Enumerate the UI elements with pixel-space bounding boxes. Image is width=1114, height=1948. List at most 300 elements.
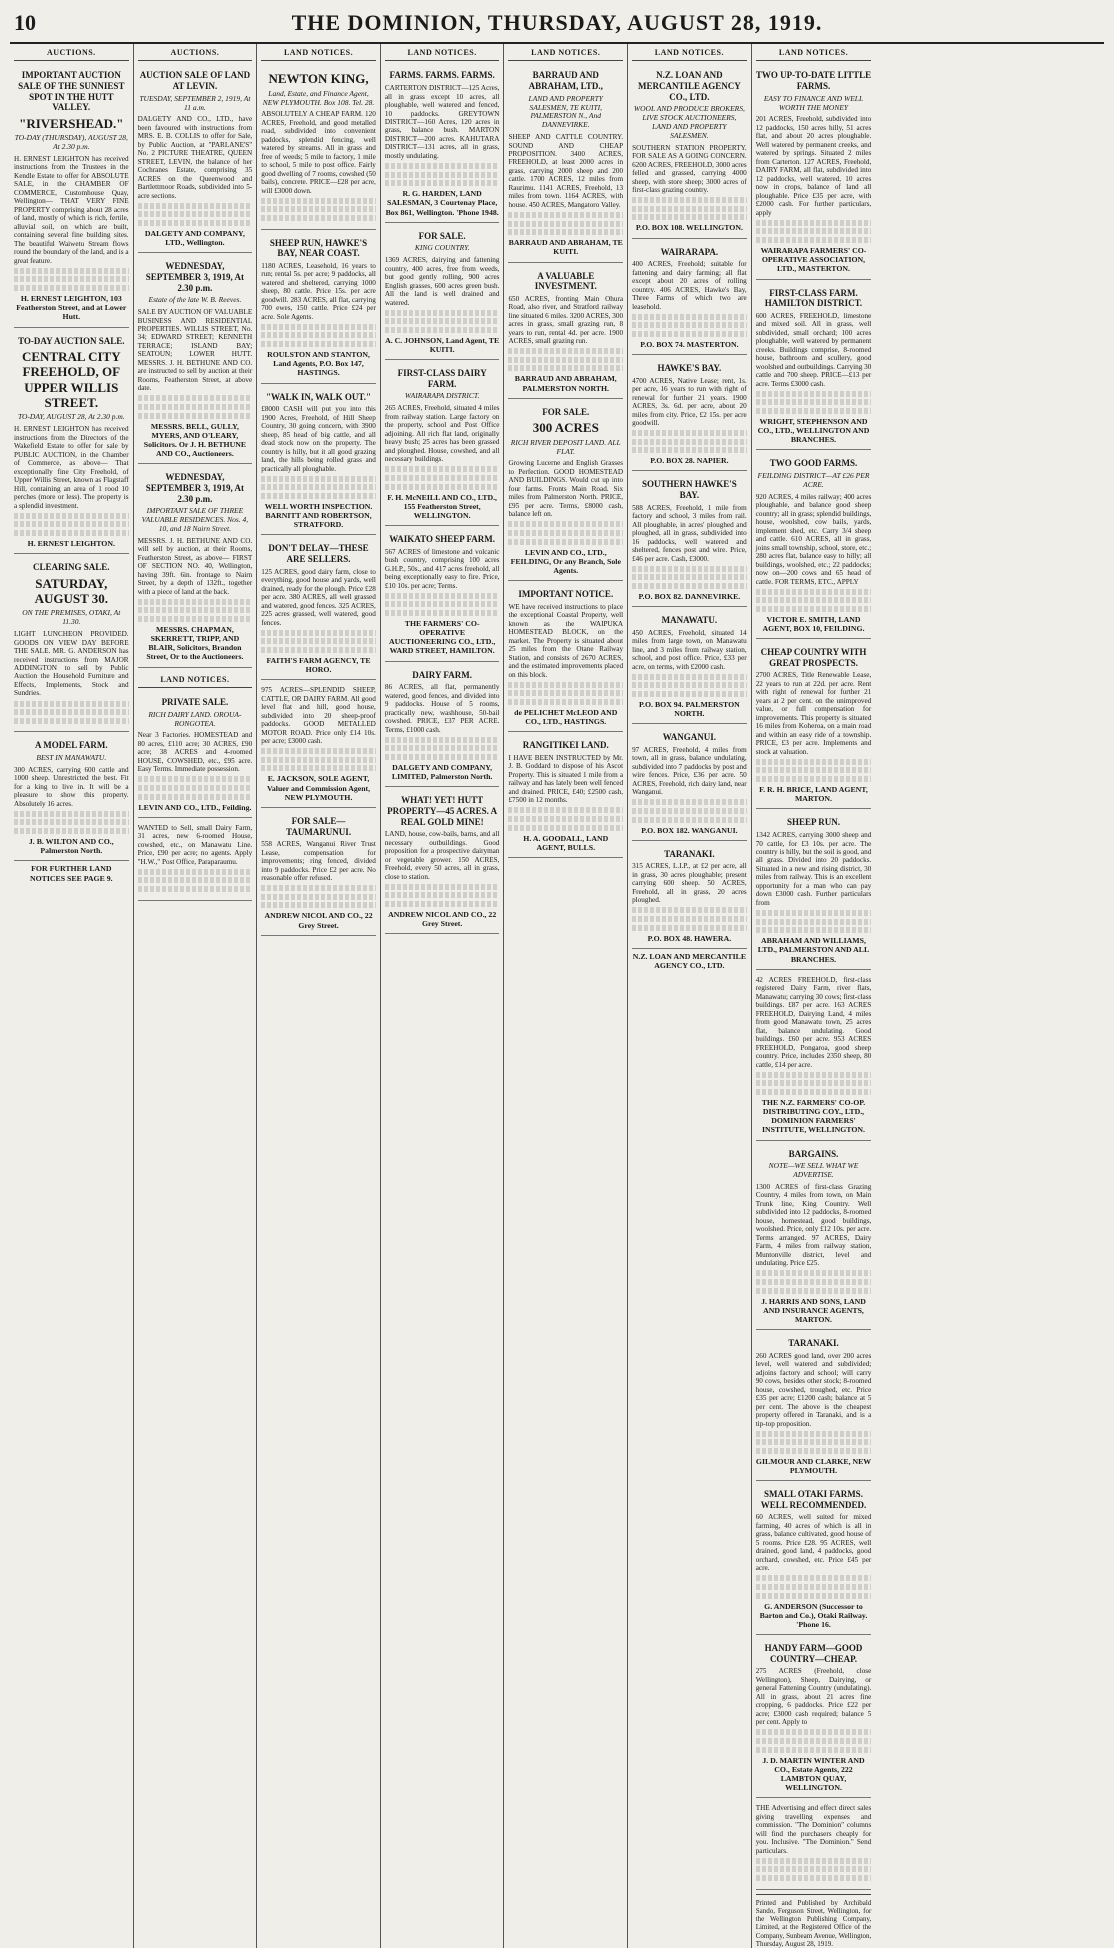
text-line-filler	[14, 718, 129, 724]
ad-body: SHEEP AND CATTLE COUNTRY. SOUND AND CHEAP PROPOSITION. 3400 ACRES, FREEHOLD, at least 2000 acres in grass, carrying 2000 sheep and 200 cattle. 1700 ACRES, 12 miles from Raurimu. 1141 ACRES, Freehold, 13 miles from town. 1164 ACRES, with house. 450 ACRES, Mangatoro Valley.	[508, 133, 624, 209]
ad-title: SHEEP RUN.	[786, 817, 840, 828]
ad-body: DALGETY AND CO., LTD., have been favoured with instructions from MRS. E. B. COLLIS to offer for Sale, by Public Auction, at "PARLANE'S" No. 2 PICTURE THEATRE, QUEEN STREET, LEVIN, the balance of her Cochranes Estate, comprising 35 ACRES on the Queenwood and Bartlettmoor Roads, subdivided into 5-acre sections.	[137, 115, 253, 200]
page-column	[134, 44, 258, 1948]
text-line-filler	[632, 817, 747, 823]
text-line-filler	[756, 767, 872, 773]
text-line-filler	[261, 215, 376, 221]
ad-signature: P.O. BOX 48. HAWERA.	[647, 933, 732, 943]
ad-signature: H. ERNEST LEIGHTON, 103 Featherston Street, and at Lower Hutt.	[16, 293, 127, 322]
printer-imprint: Printed and Published by Archibald Sando, Ferguson Street, Wellington, for the Wellington Publishing Company, Limited, at the Registered Office of the Company, Sunbeam Avenue, Wellington, Thursday, August 28, 1919.	[756, 1894, 872, 1948]
text-line-filler	[632, 925, 747, 931]
ad-body: THE Advertising and effect direct sales giving travelling expenses and commission. "The Dominion" columns will find the purchasers cheaply for you. Inclusive. "The Dominion." Send particulars.	[755, 1804, 872, 1855]
ad-subtitle: EASY TO FINANCE AND WELL WORTH THE MONEY	[763, 93, 864, 112]
text-line-filler	[508, 357, 623, 363]
ad-title: SHEEP RUN, HAWKE'S BAY, NEAR COAST.	[269, 237, 368, 259]
text-line-filler	[756, 910, 872, 916]
text-line-filler	[756, 1584, 872, 1590]
ad-body: MESSRS. J. H. BETHUNE AND CO. will sell by auction, at their Rooms, Featherston Street, as above— FIRST OF SECTION NO. 40, Wellington, having 39ft. 6in. frontage to Nairn Street, by a depth of 132ft., together with a piece of land at the back.	[137, 536, 253, 596]
text-line-filler	[261, 894, 376, 900]
ad-signature: P.O. BOX 94. PALMERSTON NORTH.	[638, 699, 740, 719]
ad-body: 300 ACRES, carrying 600 cattle and 1000 sheep. Unrestricted the best. Fit for a king to live in. It will be a pleasure to show this property. Absolutely 16 acres.	[14, 765, 129, 808]
text-line-filler	[385, 310, 500, 316]
ad-subtitle: WOOL AND PRODUCE BROKERS, LIVE STOCK AUCTIONEERS, LAND AND PROPERTY SALESMEN.	[633, 104, 745, 140]
text-line-filler	[508, 539, 623, 545]
text-line-filler	[756, 1089, 872, 1095]
ad-signature: A. C. JOHNSON, Land Agent, TE KUITI.	[385, 335, 500, 355]
text-line-filler	[14, 811, 129, 817]
text-line-filler	[508, 530, 623, 536]
text-line-filler	[261, 324, 376, 330]
advertisement	[756, 1801, 872, 1889]
ad-body: 42 ACRES FREEHOLD, first-class registered Dairy Farm, river flats, Manawatu; carrying 30 cows; first-class buildings. £87 per acre. 163 ACRES FREEHOLD, Dairying Land, 4 miles from good Manawatu town, 25 acres flat, balance undulating. Good buildings. £60 per acre. 953 ACRES FREEHOLD, Pongaroa, good sheep country. Price, includes 2350 sheep, 80 cattle, £14 per acre.	[755, 975, 872, 1069]
ad-body: SOUTHERN STATION PROPERTY. FOR SALE AS A GOING CONCERN. 6200 ACRES, FREEHOLD, 3000 acres felled and grassed, carrying 4000 sheep, with store sheep; 3000 acres of first-class grazing country.	[632, 143, 747, 195]
ad-title: IMPORTANT NOTICE.	[518, 589, 614, 600]
text-line-filler	[385, 466, 500, 472]
advertisement	[385, 665, 500, 788]
ad-signature: LEVIN AND CO., LTD., FEILDING, Or any Branch, Sole Agents.	[510, 547, 621, 575]
ad-title: A MODEL FARM.	[35, 740, 108, 751]
text-line-filler	[756, 597, 872, 603]
ad-body: 4700 ACRES, Native Lease; rent, 1s. per acre, 16 years to run with right of renewal for further 21 years. 1900 ACRES, 3s. 6d. per acre, about 20 miles from city. Price, £2 15s. per acre goodwill.	[632, 376, 747, 428]
advertisement	[756, 65, 872, 279]
page-column	[10, 44, 134, 1948]
ad-title: DON'T DELAY—THESE ARE SELLERS.	[268, 543, 369, 565]
ad-body: LAND, house, cow-bails, barns, and all necessary outbuildings. Good proposition for a prospective dairyman or vegetable grower. 150 ACRES, Freehold, every 50 acres, all in grass, close to station.	[384, 830, 500, 881]
ad-signature: ROULSTON AND STANTON, Land Agents, P.O. Box 147, HASTINGS.	[267, 350, 370, 378]
ad-body: 2700 ACRES, Title Renewable Lease, 22 years to run at 22d. per acre. Rent with right of renewal for further 21 years at 2 per cent. on the unimproved value, or full compensation for improvements. This property is situated 16 miles from Koheroa, on a main road and within an easy ride of a township. PRICE, £3 per acre. Implements and stock at valuation.	[755, 671, 872, 756]
advertisement	[385, 226, 500, 361]
advertisement	[756, 973, 872, 1141]
ad-title: DAIRY FARM.	[412, 669, 472, 680]
ad-signature: P.O. BOX 182. WANGANUI.	[641, 825, 738, 835]
ad-subtitle: LAND AND PROPERTY SALESMEN, TE KUITI, PALMERSTON N., And DANNEVIRKE.	[528, 93, 603, 130]
text-line-filler	[261, 902, 376, 908]
ad-signature: BARRAUD AND ABRAHAM, PALMERSTON NORTH.	[514, 374, 617, 393]
ad-subtitle: Estate of the late W. B. Reeves.	[148, 295, 242, 305]
ad-title: WEDNESDAY, SEPTEMBER 3, 1919, At 2.30 p.m.	[145, 472, 245, 504]
text-line-filler	[261, 748, 376, 754]
text-line-filler	[756, 759, 872, 765]
ad-body: 60 ACRES, well suited for mixed farming, 40 acres of which is all in grass, balance cultivated, good house of 5 rooms. Price £28. 95 ACRES, well drained, good land, 4 paddocks, good orchard, cowshed, etc. Price £45 per acre.	[755, 1513, 872, 1573]
text-line-filler	[756, 919, 872, 925]
advertisement	[385, 790, 500, 934]
ad-signature: ANDREW NICOL AND CO., 22 Grey Street.	[388, 909, 497, 928]
text-line-filler	[261, 493, 376, 499]
text-line-filler	[632, 214, 747, 220]
ad-subtitle: Land, Estate, and Finance Agent, NEW PLYMOUTH. Box 108. Tel. 28.	[262, 88, 375, 107]
text-line-filler	[261, 476, 376, 482]
advertisement	[14, 65, 129, 327]
ad-signature: MESSRS. BELL, GULLY, MYERS, AND O'LEARY, Solicitors. Or J. H. BETHUNE AND CO., Auctioneers.	[143, 421, 247, 459]
advertisement	[261, 65, 376, 229]
text-line-filler	[756, 606, 872, 612]
advertisement	[508, 735, 623, 858]
advertisement	[632, 65, 747, 238]
text-line-filler	[138, 785, 253, 791]
ad-title: N.Z. LOAN AND MERCANTILE AGENCY CO., LTD.	[638, 70, 741, 102]
ad-body: 201 ACRES, Freehold, subdivided into 12 paddocks, 150 acres hilly, 51 acres flat, and about 20 acres ploughable. Well watered by permanent creeks, and watered by springs. Situated 2 miles from Carterton. 127 ACRES, Freehold, DAIRY FARM, all flat, subdivided into 12 paddocks, well watered, 10 acres now in crops, balance of land all ploughable. Price £35 per acre, with £2000 cash. For further particulars, apply	[755, 115, 872, 217]
text-line-filler	[508, 807, 623, 813]
text-line-filler	[14, 268, 129, 274]
advertisement	[756, 812, 872, 969]
advertisement	[756, 283, 872, 451]
text-line-filler	[632, 206, 747, 212]
ad-title: FARMS. FARMS. FARMS.	[389, 70, 495, 81]
text-line-filler	[756, 1858, 872, 1864]
ad-signature: FAITH'S FARM AGENCY, TE HORO.	[266, 655, 371, 675]
ad-headline: SATURDAY, AUGUST 30.	[34, 575, 109, 607]
ad-body: £8000 CASH will put you into this 1900 Acres, Freehold, of Hill Sheep Country, 30 going concern, with 3900 sheep, 85 head of big cattle, and all dead stock now on the property. The country is hilly, but it all good grazing land, the hills being rolled grass and practically all ploughable.	[261, 405, 376, 473]
text-line-filler	[138, 877, 253, 883]
ad-signature: J. HARRIS AND SONS, LAND AND INSURANCE AGENTS, MARTON.	[761, 1296, 866, 1324]
ad-signature: E. JACKSON, SOLE AGENT, Valuer and Commission Agent, NEW PLYMOUTH.	[266, 774, 371, 802]
text-line-filler	[138, 599, 253, 605]
text-line-filler	[632, 322, 747, 328]
advertisement	[261, 683, 376, 808]
text-line-filler	[385, 163, 500, 169]
ad-title: TARANAKI.	[664, 848, 715, 859]
text-line-filler	[632, 430, 747, 436]
ad-body: 260 ACRES good land, over 200 acres level, well watered and subdivided; adjoins factory and school; will carry 90 cows, besides other stock; 8-roomed house, cowshed, troughed, etc. Price £35 per acre; £1200 cash; balance at 5 per cent. The above is the cheapest property offered in Taranaki, and is a tip-top proposition.	[755, 1351, 872, 1428]
ad-signature: ANDREW NICOL AND CO., 22 Grey Street.	[264, 911, 373, 930]
text-line-filler	[508, 348, 623, 354]
ad-subtitle: IMPORTANT SALE OF THREE VALUABLE RESIDENCES. Nos. 4, 10, and 18 Nairn Street.	[141, 506, 249, 533]
advertisement	[138, 467, 253, 667]
ad-headline: "RIVERSHEAD."	[19, 115, 124, 131]
text-line-filler	[385, 610, 500, 616]
page-column	[257, 44, 381, 1948]
ad-body: CARTERTON DISTRICT—125 Acres, all in grass except 10 acres, all ploughable, well watered and fenced, 10 paddocks. GREYTOWN DISTRICT—160 Acres, 120 acres in grass, balance bush. MARTON DISTRICT—200 acres. KAHUTARA DISTRICT—131 acres, all in grass, mostly undulating.	[384, 84, 500, 160]
ad-signature: THE N.Z. FARMERS' CO-OP. DISTRIBUTING COY., LTD., DOMINION FARMERS' INSTITUTE, WELLINGTON.	[761, 1097, 866, 1135]
ad-title: SOUTHERN HAWKE'S BAY.	[641, 479, 737, 501]
advertisement	[508, 65, 623, 262]
text-line-filler	[385, 754, 500, 760]
ad-title: CLEARING SALE.	[33, 562, 110, 573]
advertisement	[756, 642, 872, 809]
text-line-filler	[385, 327, 500, 333]
text-line-filler	[138, 220, 253, 226]
ad-title: FIRST-CLASS DAIRY FARM.	[397, 368, 487, 389]
ad-body: 275 ACRES (Freehold, close Wellington), Sheep, Dairying, or general Fattening Country (undulating). All in grass, about 21 acres fine cropping, 6 paddocks. Price £22 per acre; £3000 cash required; balance 5 per cent. Apply to	[755, 1667, 872, 1727]
ad-subtitle: RICH DAIRY LAND. OROUA-RONGOTEA.	[148, 709, 242, 728]
column-heading: AUCTIONS.	[14, 44, 129, 61]
advertisement	[138, 821, 253, 901]
newspaper-title: THE DOMINION, THURSDAY, AUGUST 28, 1919.	[291, 10, 823, 35]
text-line-filler	[385, 484, 500, 490]
text-line-filler	[14, 828, 129, 834]
ad-title: AUCTION SALE OF LAND AT LEVIN.	[139, 70, 251, 92]
ad-body: 450 ACRES, Freehold, situated 14 miles from large town, on Manawatu line, and 3 miles from railway station, school, and post office. Price, £33 per acre, on terms, with £2000 cash.	[632, 628, 747, 671]
text-line-filler	[261, 647, 376, 653]
ad-subtitle: ON THE PREMISES, OTAKI, At 11.30.	[22, 608, 121, 627]
advertisement	[756, 1333, 872, 1481]
advertisement	[385, 529, 500, 662]
ad-signature: F. H. McNEILL AND CO., LTD., 155 Featherston Street, WELLINGTON.	[387, 492, 497, 520]
ad-signature: P.O. BOX 74. MASTERTON.	[640, 339, 739, 349]
advertisement	[385, 363, 500, 526]
ad-signature: LEVIN AND CO., LTD., Feilding.	[138, 802, 252, 812]
ad-body: 588 ACRES, Freehold, 1 mile from factory and school, 3 miles from rail. All ploughable, in acres' ploughed and ploughed, all in grass, subdivided into 16 paddocks, well watered and sheltered, fences post and wire. Price, £46 per acre. Cash, £3000.	[632, 503, 747, 563]
text-line-filler	[138, 413, 253, 419]
text-line-filler	[138, 203, 253, 209]
text-line-filler	[385, 884, 500, 890]
text-line-filler	[756, 1575, 872, 1581]
advertisement	[508, 402, 623, 581]
text-line-filler	[138, 886, 253, 892]
advertisement	[508, 266, 623, 399]
ad-body: 1180 ACRES, Leasehold, 16 years to run; rental 5s. per acre; 9 paddocks, all watered and sheltered, carrying 1000 sheep, 80 cattle. Price 15s. per acre goodwill. 283 ACRES, all flat, carrying 700 ewes, 150 cattle. Price £24 per acre. Sole Agents.	[261, 261, 376, 321]
column-heading: LAND NOTICES.	[508, 44, 623, 61]
ad-body: 600 ACRES, FREEHOLD, limestone and mixed soil. All in grass, well subdivided, small orchard; 100 acres ploughable, well watered by permanent creeks. Buildings comprise, 8-roomed house, bathroom and scullery, good woolshed and outbuildings. Carrying 30 cattle and 700 sheep. PRICE—£13 per acre. Terms £3000 cash.	[755, 311, 872, 388]
ad-title: HAWKE'S BAY.	[657, 363, 722, 373]
text-line-filler	[632, 691, 747, 697]
text-line-filler	[14, 513, 129, 519]
text-line-filler	[385, 475, 500, 481]
text-line-filler	[756, 1080, 872, 1086]
advertisement	[385, 65, 500, 222]
text-line-filler	[508, 229, 623, 235]
text-line-filler	[138, 395, 253, 401]
advertisement	[632, 242, 747, 355]
text-line-filler	[508, 816, 623, 822]
advertisement	[756, 1484, 872, 1635]
text-line-filler	[756, 1747, 872, 1753]
advertisement	[261, 387, 376, 536]
text-line-filler	[632, 566, 747, 572]
column-heading: AUCTIONS.	[138, 44, 253, 61]
ad-subtitle: RICH RIVER DEPOSIT LAND. ALL FLAT.	[510, 437, 621, 456]
advertisement	[632, 474, 747, 607]
columns-container	[10, 44, 1104, 1948]
advertisement	[632, 727, 747, 840]
advertisement	[14, 557, 129, 732]
ad-subtitle: TO-DAY, AUGUST 28, At 2.30 p.m.	[17, 412, 125, 422]
advertisement	[632, 610, 747, 724]
ad-signature: P.O. BOX 82. DANNEVIRKE.	[638, 591, 741, 601]
ad-body: 975 ACRES—SPLENDID SHEEP, CATTLE, OR DAIRY FARM. All good level flat and hill, good house, subdivided into 20 sheep-proof paddocks. GOOD METALLED MOTOR ROAD. Price only £14 10s. per acre; £3000 cash.	[261, 686, 376, 746]
ad-body: 920 ACRES, 4 miles railway; 400 acres ploughable, and balance good sheep country; all in grass; splendid buildings, house, woolshed, cow bails, yards, implement shed, etc. Carry 3/4 sheep and cattle. 610 ACRES, all in grass, joins small township, school, store, etc.; 280 acres flat, balance easy to hilly; all buildings, woolshed, etc.; 22 paddocks; now on—200 cows and 65 head of cattle. FOR TERMS, ETC., APPLY	[755, 492, 872, 586]
ad-body: SALE BY AUCTION OF VALUABLE BUSINESS AND RESIDENTIAL PROPERTIES. WILLIS STREET, No. 34; EDWARD STREET; KENNETH TERRACE; ISLAND BAY; SEATOUN; LOWER HUTT. MESSRS. J. H. BETHUNE AND CO. are instructed to sell by auction at their Rooms, Featherston Street, at above date.	[137, 308, 253, 393]
ad-body: LIGHT LUNCHEON PROVIDED. GOODS ON VIEW DAY BEFORE THE SALE. MR. G. ANDERSON has received instructions from MAJOR ADDINGTON to sell by Public Auction the Household Furniture and Effects, Implements, Stock and Sundries.	[14, 630, 129, 698]
text-line-filler	[632, 916, 747, 922]
text-line-filler	[756, 1448, 872, 1454]
ad-body: 558 ACRES, Wanganui River Trust Lease, compensation for improvements; ring fenced, divided into 9 paddocks. Price £2 per acre. No reasonable offer refused.	[261, 840, 376, 883]
text-line-filler	[508, 699, 623, 705]
text-line-filler	[756, 1593, 872, 1599]
advertisement	[508, 584, 623, 732]
ad-title: CHEAP COUNTRY WITH GREAT PROSPECTS.	[760, 647, 867, 668]
advertisement	[14, 331, 129, 555]
ad-title: MANAWATU.	[661, 615, 718, 626]
ad-subtitle: FEILDING DISTRICT—AT £26 PER ACRE.	[757, 471, 870, 489]
ad-title: BARRAUD AND ABRAHAM, LTD.,	[528, 70, 603, 92]
page-column	[628, 44, 752, 1948]
text-line-filler	[508, 690, 623, 696]
ad-body: 125 ACRES, good dairy farm, close to everything, good house and yards, well drained, ready for the plough. Price £28 per acre. 380 ACRES, all well grassed and watered, good fences. 325 ACRES, 225 acres grassed, well watered, good fences.	[261, 567, 376, 627]
ad-title: IMPORTANT AUCTION SALE OF THE SUNNIEST SPOT IN THE HUTT VALLEY.	[18, 70, 125, 113]
ad-body: 315 ACRES, L.I.P., at £2 per acre, all in grass, 30 acres ploughable; present carrying 600 sheep. 50 ACRES, Freehold, all in grass, 20 acres ploughed.	[632, 862, 747, 905]
text-line-filler	[756, 391, 872, 397]
text-line-filler	[508, 212, 623, 218]
ad-body: WANTED to Sell, small Dairy Farm, 31 acres, new 6-roomed House, cowshed, etc., on Manawatu Line. Price, £90 per acre; no agents. Apply "H.W.," Post Office, Paraparaumu.	[137, 823, 253, 866]
text-line-filler	[632, 447, 747, 453]
ad-signature: P.O. BOX 28. NAPIER.	[650, 456, 729, 466]
text-line-filler	[261, 332, 376, 338]
text-line-filler	[261, 198, 376, 204]
text-line-filler	[138, 869, 253, 875]
text-line-filler	[756, 408, 872, 414]
ad-body: Growing Lucerne and English Grasses to Perfection. GOOD HOMESTEAD AND BUILDINGS. Would cut up into four farms. Fronts Main Road. Six miles from Palmerston North. PRICE, £95 per acre. Terms, £8000 cash, balance left on.	[508, 459, 624, 519]
ad-title: HANDY FARM—GOOD COUNTRY—CHEAP.	[764, 1643, 863, 1664]
text-line-filler	[632, 799, 747, 805]
text-line-filler	[632, 583, 747, 589]
ad-title: WANGANUI.	[662, 732, 717, 743]
ad-body: 265 ACRES, Freehold, situated 4 miles from railway station. Large factory on the property, school and Post Office adjoining. All rich flat land, originally heavy bush; 25 acres has been grassed and ploughed. House, cowshed, and all necessary buildings.	[384, 404, 500, 464]
ad-title: WAIRARAPA.	[660, 246, 719, 257]
ad-subtitle: TO-DAY (THURSDAY), AUGUST 28, At 2.30 p.m.	[14, 133, 128, 152]
advertisement	[756, 1638, 872, 1798]
ad-title: FIRST-CLASS FARM. HAMILTON DISTRICT.	[764, 287, 863, 309]
ad-title: FOR SALE.	[542, 406, 590, 417]
ad-signature: G. ANDERSON (Successor to Barton and Co.), Otaki Railway. 'Phone 16.	[759, 1601, 868, 1629]
ad-title: RANGITIKEI LAND.	[522, 740, 609, 751]
text-line-filler	[508, 365, 623, 371]
text-line-filler	[508, 682, 623, 688]
text-line-filler	[14, 276, 129, 282]
text-line-filler	[385, 892, 500, 898]
ad-signature: J. B. WILTON AND CO., Palmerston North.	[28, 836, 114, 856]
ad-signature: DALGETY AND COMPANY, LIMITED, Palmerston North.	[391, 762, 493, 782]
ad-body: I HAVE BEEN INSTRUCTED by Mr. J. B. Goddard to dispose of his Ascot Property. This is situated 1 mile from a railway and has lately been well fenced and drained. PRICE, £40; £2500 cash, £7500 in 12 months.	[508, 753, 624, 805]
text-line-filler	[632, 439, 747, 445]
ad-body: 1369 ACRES, dairying and fattening country, 400 acres, free from weeds, but good gently rolling, 900 acres English grasses, 600 acres green bush. All the land is well drained and watered.	[384, 256, 500, 307]
ad-body: 1300 ACRES of first-class Grazing Country, 4 miles from town, on Main Trunk line, King Country. Well subdivided into 12 paddocks, 8-roomed house, homestead, good buildings, woolshed. Price, only £12 10s. per acre. Terms arranged. 97 ACRES, Dairy Farm, 4 miles from railway station, Muntonville district, level and undulating. Price £25.	[755, 1182, 872, 1268]
text-line-filler	[14, 530, 129, 536]
text-line-filler	[756, 220, 872, 226]
advertisement	[261, 233, 376, 384]
ad-signature: F. R. H. BRICE, LAND AGENT, MARTON.	[759, 785, 868, 804]
ad-signature: P.O. BOX 108. WELLINGTON.	[635, 223, 743, 233]
page-column	[504, 44, 628, 1948]
ad-title: FOR SALE—TAUMARUNUI.	[285, 815, 352, 837]
ad-title: TWO UP-TO-DATE LITTLE FARMS.	[755, 70, 872, 92]
text-line-filler	[756, 1288, 872, 1294]
ad-body: 400 ACRES, Freehold; suitable for fattening and dairy farming; all flat except about 20 acres of rolling country. 406 ACRES, Hawke's Bay, Three Farms of which two are leasehold.	[632, 260, 747, 311]
ad-signature: VICTOR E. SMITH, LAND AGENT, BOX 10, FEILDING.	[762, 614, 865, 634]
ad-signature: J. D. MARTIN WINTER AND CO., Estate Agents, 222 LAMBTON QUAY, WELLINGTON.	[762, 1755, 865, 1793]
column-heading: LAND NOTICES.	[756, 44, 872, 61]
advertisement	[632, 844, 747, 949]
ad-signature: ABRAHAM AND WILLIAMS, LTD., PALMERSTON AND ALL BRANCHES.	[757, 936, 870, 964]
ad-title: BARGAINS.	[788, 1148, 839, 1159]
text-line-filler	[508, 521, 623, 527]
text-line-filler	[632, 808, 747, 814]
text-line-filler	[261, 484, 376, 490]
advertisement	[138, 692, 253, 818]
text-line-filler	[138, 776, 253, 782]
ad-signature: de PELICHET McLEOD AND CO., LTD., HASTINGS.	[514, 707, 618, 727]
text-line-filler	[261, 206, 376, 212]
ad-subtitle: WAIRARAPA DISTRICT.	[404, 391, 480, 401]
text-line-filler	[632, 331, 747, 337]
text-line-filler	[261, 341, 376, 347]
text-line-filler	[261, 765, 376, 771]
ad-body: 1342 ACRES, carrying 3000 sheep and 70 cattle, for £3 10s. per acre. The country is hilly, but the soil is good, and all grass. Divided into 20 paddocks. Situated in a new and rising district, 30 miles from railway. This is an excellent opportunity for a man who can pay down £3000 cash. Further particulars from	[755, 831, 872, 907]
masthead	[10, 8, 1104, 44]
page-number: 10	[14, 10, 36, 35]
ad-body: 567 ACRES of limestone and volcanic bush country, comprising 100 acres G.H.P., 50s., and 417 acres freehold, all being exceptionally easy to fire. Price, £10 10s. per acre; Terms.	[384, 547, 500, 590]
page-column	[752, 44, 876, 1948]
ad-body: 86 ACRES, all flat, permanently watered, good fences, and divided into 9 paddocks. House of 5 rooms, practically new, washhouse, 50-bail cowshed. PRICE, £37 PER ACRE. Terms, £1000 cash.	[384, 683, 500, 734]
ad-subtitle: KING COUNTRY.	[414, 243, 470, 253]
ad-title: WHAT! YET! HUTT PROPERTY—45 ACRES. A REAL GOLD MINE!	[387, 795, 498, 827]
text-line-filler	[756, 1875, 872, 1881]
text-line-filler	[756, 776, 872, 782]
text-line-filler	[385, 172, 500, 178]
text-line-filler	[385, 593, 500, 599]
ad-body: 650 ACRES, fronting Main Ohura Road, also river, and Stratford railway line situated 6 miles. 3200 ACRES, 300 acres in grass, small grazing run, 8 years to run, rental 4d. per acre. 1900 ACRES, small grazing run.	[508, 294, 624, 346]
text-line-filler	[138, 211, 253, 217]
advertisement	[632, 358, 747, 471]
ad-title: PRIVATE SALE.	[161, 697, 229, 708]
ad-title: TO-DAY AUCTION SALE.	[18, 335, 125, 346]
advertisement	[756, 453, 872, 639]
ad-signature: H. A. GOODALL, LAND AGENT, BULLS.	[523, 833, 609, 852]
column-footer: N.Z. LOAN AND MERCANTILE AGENCY CO., LTD.	[632, 951, 747, 970]
ad-signature: BARRAUD AND ABRAHAM, TE KUITI.	[508, 238, 623, 257]
text-line-filler	[14, 521, 129, 527]
ad-body: Near 3 Factories. HOMESTEAD and 80 acres, £110 acre; 30 ACRES, £90 acre; 38 ACRES and 4-roomed HOUSE, COWSHED, etc., £95 acre. Easy Terms. Immediate possession.	[137, 731, 253, 774]
ad-body: ABSOLUTELY A CHEAP FARM. 120 ACRES, Freehold, and good metalled road, subdivided into convenient paddocks, splendid fencing, well watered by streams. All in grass and free of weeds; 5 mile to factory, 1 mile to school, 5 mile to post office. Fairly good dwelling of 7 rooms, cowshed (50 bails), concrete. PRICE—£28 per acre, will £3000 down.	[261, 110, 376, 195]
text-line-filler	[756, 1279, 872, 1285]
advertisement	[138, 65, 253, 253]
ad-title: WAIKATO SHEEP FARM.	[389, 534, 496, 545]
text-line-filler	[385, 318, 500, 324]
text-line-filler	[14, 701, 129, 707]
text-line-filler	[756, 589, 872, 595]
text-line-filler	[756, 927, 872, 933]
page-column	[381, 44, 505, 1948]
text-line-filler	[632, 907, 747, 913]
text-line-filler	[632, 314, 747, 320]
text-line-filler	[385, 180, 500, 186]
ad-signature: H. ERNEST LEIGHTON.	[27, 538, 115, 548]
advertisement	[756, 1144, 872, 1330]
column-heading: LAND NOTICES.	[632, 44, 747, 61]
advertisement	[138, 256, 253, 464]
text-line-filler	[756, 1072, 872, 1078]
ad-signature: MESSRS. CHAPMAN, SKERRETT, TRIPP, AND BLAIR, Solicitors, Brandon Street, Or to the Auctioneers.	[146, 624, 244, 662]
text-line-filler	[385, 901, 500, 907]
advertisement	[261, 538, 376, 680]
ad-signature: R. G. HARDEN, LAND SALESMAN, 3 Courtenay Place, Box 861, Wellington. 'Phone 1948.	[385, 189, 499, 217]
text-line-filler	[508, 825, 623, 831]
text-line-filler	[385, 601, 500, 607]
ad-body: 97 ACRES, Freehold, 4 miles from town, all in grass, balance undulating, subdivided into 7 paddocks by post and wire fences. Price, £36 per acre. 50 ACRES, Freehold, rich dairy land, near Wanganui.	[632, 745, 747, 797]
ad-subtitle: BEST IN MANAWATU.	[36, 752, 107, 762]
text-line-filler	[632, 682, 747, 688]
text-line-filler	[756, 1270, 872, 1276]
text-line-filler	[261, 638, 376, 644]
ad-signature: WELL WORTH INSPECTION. BARNITT AND ROBERTSON, STRATFORD.	[264, 501, 373, 530]
ad-signature: DALGETY AND COMPANY, LTD., Wellington.	[144, 228, 245, 248]
ad-title: A VALUABLE INVESTMENT.	[534, 270, 597, 292]
ad-signature: THE FARMERS' CO-OPERATIVE AUCTIONEERING CO., LTD., WARD STREET, HAMILTON.	[389, 618, 496, 656]
ad-body: H. ERNEST LEIGHTON has received instructions from the Directors of the Wakefield Estate to offer for sale by PUBLIC AUCTION, in the Chamber of Commerce, as above— That exceptionally fine City Freehold, of Upper Willis Street, known as Flagstaff Hill, containing an area of 1 rood 10 perches (more or less). The property is a splendid investment.	[14, 425, 129, 510]
column-heading: LAND NOTICES.	[261, 44, 376, 61]
ad-body: WE have received instructions to place the exceptional Coastal Property, well known as the WAIPUKA HOMESTEAD BLOCK, on the market. The Property is situated about 25 miles from the Otane Railway Station, and consists of 2670 ACRES, and the estimated improvements placed on this block.	[508, 602, 624, 679]
text-line-filler	[14, 285, 129, 291]
